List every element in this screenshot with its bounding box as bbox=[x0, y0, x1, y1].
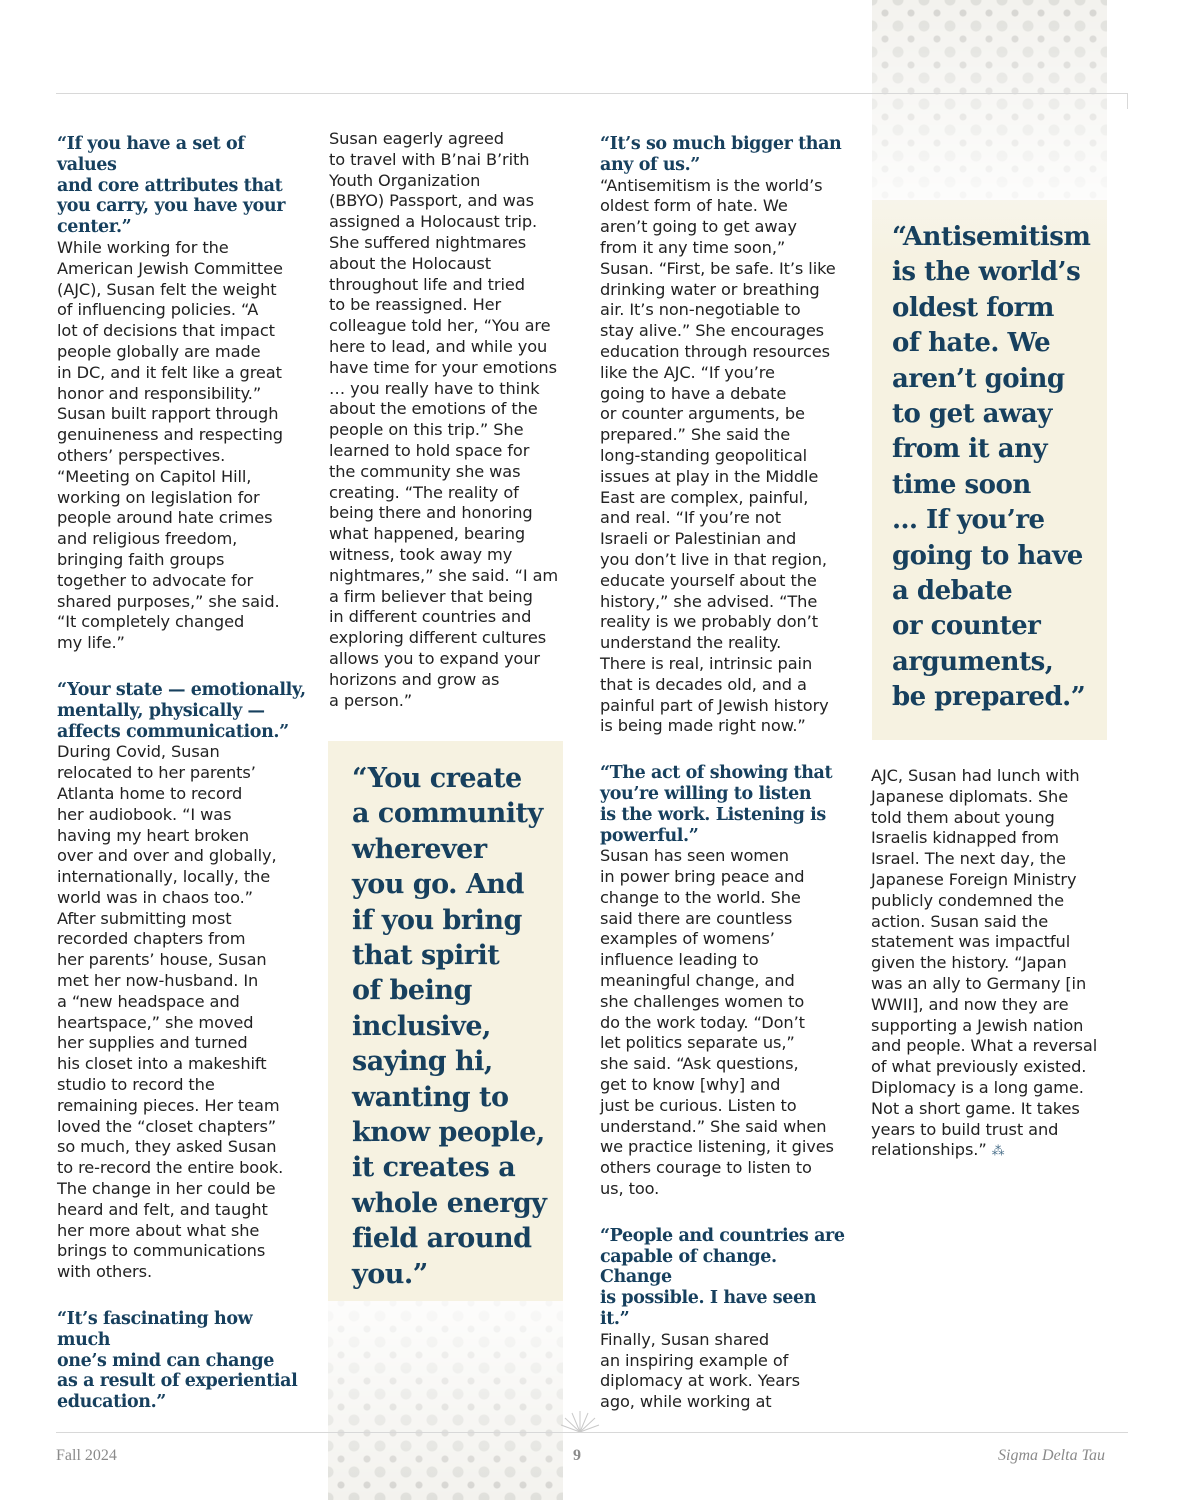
subhead-values: “If you have a set of values and core attributes that you carry, you have your center.” bbox=[57, 134, 286, 238]
paragraph-diplomacy-start: Finally, Susan shared an inspiring example of diplomacy at work. Years ago, while working at bbox=[600, 1329, 800, 1412]
top-rule bbox=[56, 93, 1128, 94]
column-2 bbox=[329, 129, 569, 711]
column-4 bbox=[871, 766, 1111, 1163]
pull-quote-community-box bbox=[328, 741, 563, 1301]
paragraph-japan bbox=[871, 766, 1111, 1163]
paragraph-antisemitism: “Antisemitism is the world’s oldest form of hate. We aren’t going to get away from it any time soon,” Susan. “First, be safe. It’s like drinking water or breathing air. It’s non-negotiable to stay alive.” She encourages education through resources like the AJC. “If you’re going to have a debate or counter arguments, be prepared.” She said the long-standing geopolitical issues at play in the Middle East are complex, painful, and real. “If you’re not Israeli or Palestinian and you don’t live in that region, educate yourself about the history,” she advised. “The reality is we probably don’t understand the reality. There is real, intrinsic pain that is decades old, and a painful part of Jewish history is being made right now.” bbox=[600, 175, 836, 736]
subhead-your-state: “Your state — emotionally, mentally, physically — affects communication.” bbox=[57, 679, 306, 742]
subhead-listening: “The act of showing that you’re willing to listen is the work. Listening is powerful.” bbox=[600, 763, 833, 846]
decorative-pattern-bottom-center bbox=[328, 1290, 563, 1500]
subhead-fascinating: “It’s fascinating how much one’s mind can change as a result of experiential education.” bbox=[57, 1309, 298, 1413]
footer-issue: Fall 2024 bbox=[56, 1447, 117, 1464]
paragraph-bbyo: Susan eagerly agreed to travel with B’nai B’rith Youth Organization (BBYO) Passport, and was assigned a Holocaust trip. She suffered nightmares about the Holocaust throughout life and tried to be reassigned. Her colleague told her, “You are here to lead, and while you have time for your emotions … you really have to think about the emotions of the people on this trip.” She learned to hold space for the community she was creating. “The reality of being there and honoring what happened, bearing witness, took away my nightmares,” she said. “I am a firm believer that being in different countries and exploring different cultures allows you to expand your horizons and grow as a person.” bbox=[329, 129, 559, 710]
pull-quote-community: “You create a community wherever you go. And if you bring that spirit of being inclusive, saying hi, wanting to know people, it creates a whole energy field around you.” bbox=[352, 763, 547, 1290]
paragraph-japan-text: AJC, Susan had lunch with Japanese diplomats. She told them about young Israelis kidnapped from Israel. The next day, the Japanese Foreign Ministry publicly condemned the action. Susan said the statement was impactful given the history. “Japan was an ally to Germany [in WWII], and now they are supporting a Jewish nation and people. What a reversal of what previously existed. Diplomacy is a long game. Not a short game. It takes years to build trust and relationships.” bbox=[871, 766, 1098, 1160]
pull-quote-antisemitism-box bbox=[872, 200, 1107, 740]
sunburst-ornament-icon bbox=[560, 1405, 600, 1433]
column-3 bbox=[600, 134, 850, 1413]
paragraph-women-power: Susan has seen women in power bring peace and change to the world. She said there are countless examples of womens’ influence leading to meaningful change, and she challenges women to do the work today. “Don’t let politics separate us,” she said. “Ask questions, get to know [why] and just be curious. Listen to understand.” She said when we practice listening, it gives others courage to listen to us, too. bbox=[600, 846, 834, 1199]
column-1 bbox=[57, 134, 307, 1413]
paragraph-covid: During Covid, Susan relocated to her parents’ Atlanta home to record her audiobook. “I was having my heart broken over and over and globally, internationally, locally, the world was in chaos too.” After submitting most recorded chapters from her parents’ house, Susan met her now-husband. In a “new headspace and heartspace,” she moved her supplies and turned his closet into a makeshift studio to record the remaining pieces. Her team loved the “closet chapters” so much, they asked Susan to re-record the entire book. The change in her could be heard and felt, and taught her more about what she brings to communications with others. bbox=[57, 742, 284, 1282]
paragraph-ajc: While working for the American Jewish Committee (AJC), Susan felt the weight of influencing policies. “A lot of decisions that impact people globally are made in DC, and it felt like a great honor and responsibility.” Susan built rapport through genuineness and respecting others’ perspectives. “Meeting on Capitol Hill, working on legislation for people around hate crimes and religious freedom, bringing faith groups together to advocate for shared purposes,” she said. “It completely changed my life.” bbox=[57, 237, 283, 653]
footer-page-number: 9 bbox=[573, 1447, 581, 1464]
end-mark-icon: ⁂ bbox=[991, 1144, 1005, 1160]
subhead-bigger: “It’s so much bigger than any of us.” bbox=[600, 134, 842, 175]
top-rule-tick bbox=[1127, 93, 1128, 109]
subhead-change-possible: “People and countries are capable of change. Change is possible. I have seen it.” bbox=[600, 1225, 845, 1330]
decorative-pattern-top-right bbox=[872, 0, 1107, 200]
footer-publication: Sigma Delta Tau bbox=[998, 1447, 1105, 1464]
pull-quote-antisemitism: “Antisemitism is the world’s oldest form of hate. We aren’t going to get away from it any time soon … If you’re going to have a debate or counter arguments, be prepared.” bbox=[892, 222, 1091, 713]
bottom-rule bbox=[56, 1432, 1128, 1433]
